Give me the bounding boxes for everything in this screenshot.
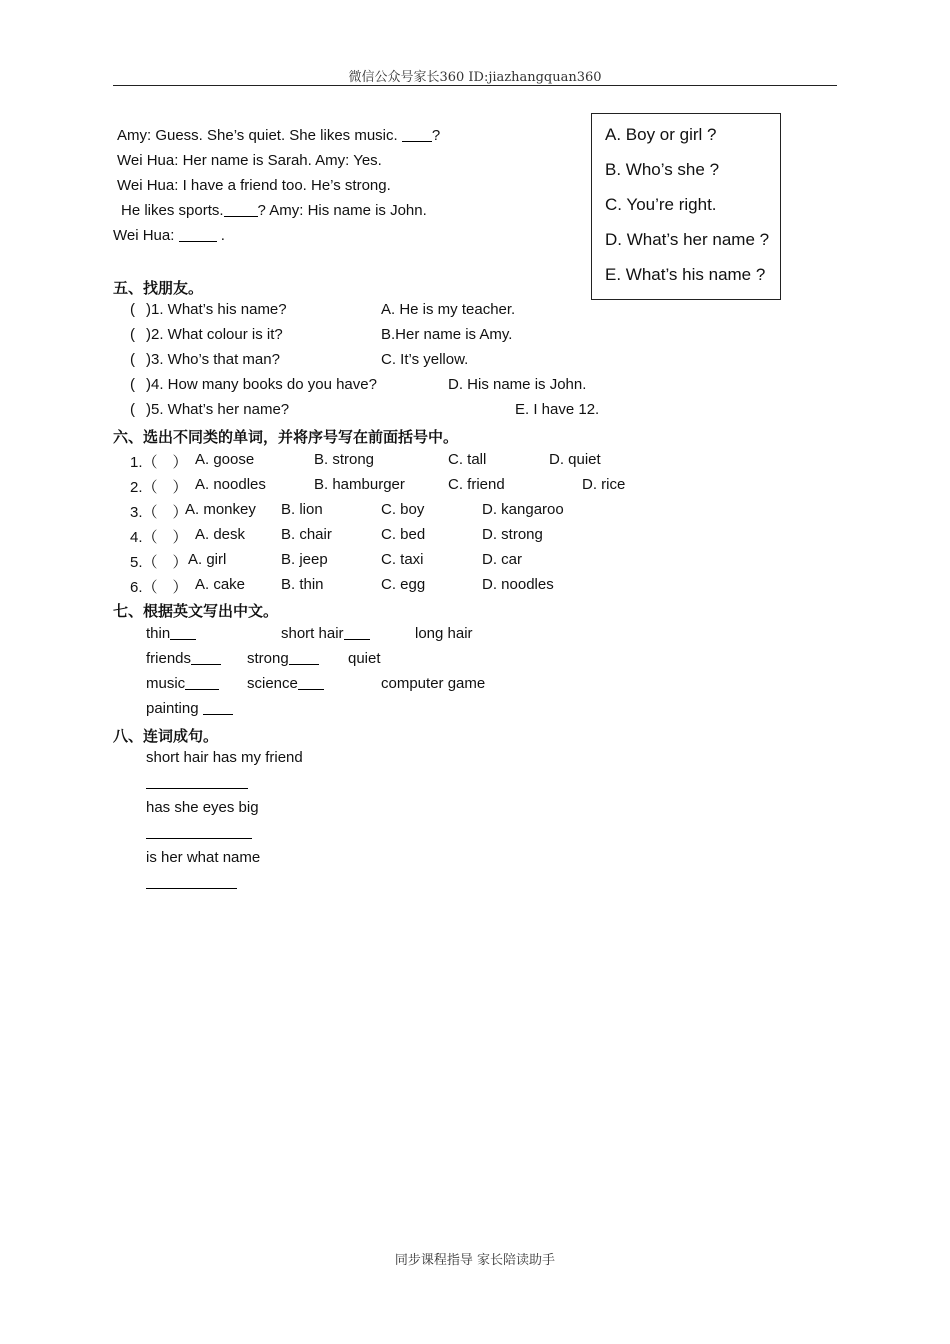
dialogue-line-1 <box>117 127 440 144</box>
odd-one-option: C. egg <box>381 576 426 593</box>
odd-one-option: B. jeep <box>281 551 328 568</box>
odd-one-number[interactable]: 3.（ ） <box>130 504 188 521</box>
match-question-5: )5. What’s her name? <box>146 401 290 418</box>
odd-one-option: A. noodles <box>195 476 266 493</box>
odd-one-number[interactable]: 6.（ ） <box>130 579 188 596</box>
odd-one-option: C. tall <box>448 451 487 468</box>
page-header: 微信公众号家长360 ID:jiazhangquan360 <box>348 70 602 85</box>
scrambled-words-1: short hair has my friend <box>146 749 303 766</box>
translate-item <box>281 625 370 642</box>
english-word: painting <box>146 700 199 717</box>
match-question-3: )3. Who’s that man? <box>146 351 280 368</box>
answer-blank[interactable] <box>298 675 324 690</box>
translate-item <box>247 675 324 692</box>
match-answer-b: B.Her name is Amy. <box>381 326 513 343</box>
option-d: D. What’s her name ? <box>605 230 770 249</box>
match-paren[interactable]: ( <box>130 326 135 343</box>
dialogue-text: ? Amy: His name is John. <box>257 202 427 219</box>
dialogue-line-5 <box>113 227 225 244</box>
match-question-1: )1. What’s his name? <box>146 301 287 318</box>
odd-one-option: A. goose <box>195 451 255 468</box>
dialogue-text: Amy: Guess. She’s quiet. She likes music. <box>117 127 398 144</box>
header-divider <box>113 85 837 86</box>
odd-one-option: B. lion <box>281 501 323 518</box>
option-b: B. Who’s she ? <box>605 160 720 179</box>
translate-item <box>348 650 381 667</box>
odd-one-option: C. boy <box>381 501 425 518</box>
translate-item <box>146 700 233 717</box>
option-e: E. What’s his name ? <box>605 265 766 284</box>
translate-item <box>381 675 485 692</box>
answer-blank[interactable] <box>289 650 319 665</box>
english-word: computer game <box>381 675 486 692</box>
odd-one-number[interactable]: 4.（ ） <box>130 529 188 546</box>
option-a: A. Boy or girl ? <box>605 125 717 144</box>
scrambled-words-2: has she eyes big <box>146 799 259 816</box>
dialogue-line-4 <box>121 202 427 219</box>
dialogue-line-2: Wei Hua: Her name is Sarah. Amy: Yes. <box>117 152 382 169</box>
english-word: music <box>146 675 186 692</box>
translate-item <box>146 650 221 667</box>
odd-one-option: A. girl <box>188 551 227 568</box>
odd-one-option: B. chair <box>281 526 332 543</box>
odd-one-option: C. bed <box>381 526 426 543</box>
odd-one-option: C. friend <box>448 476 505 493</box>
translate-item <box>146 625 196 642</box>
odd-one-option: B. hamburger <box>314 476 405 493</box>
odd-one-option: B. thin <box>281 576 324 593</box>
answer-line[interactable] <box>146 838 252 839</box>
english-word: strong <box>247 650 289 667</box>
match-question-4: )4. How many books do you have? <box>146 376 377 393</box>
dialogue-text: ? <box>431 127 441 144</box>
dialogue-text: He likes sports. <box>121 202 224 219</box>
match-question-2: )2. What colour is it? <box>146 326 283 343</box>
section-5-title: 五、找朋友。 <box>113 279 204 297</box>
odd-one-option: D. car <box>482 551 523 568</box>
match-paren[interactable]: ( <box>130 301 135 318</box>
answer-blank[interactable] <box>179 227 217 242</box>
odd-one-option: D. kangaroo <box>482 501 564 518</box>
dialogue-text: . <box>220 227 225 244</box>
match-paren[interactable]: ( <box>130 376 135 393</box>
section-8-title: 八、连词成句。 <box>113 727 219 745</box>
english-word: thin <box>146 625 171 642</box>
match-answer-c: C. It’s yellow. <box>381 351 469 368</box>
answer-blank[interactable] <box>344 625 370 640</box>
match-paren[interactable]: ( <box>130 351 135 368</box>
translate-item <box>415 625 473 642</box>
scrambled-words-3: is her what name <box>146 849 261 866</box>
answer-blank[interactable] <box>402 127 432 142</box>
dialogue-line-3: Wei Hua: I have a friend too. He’s strong. <box>117 177 391 194</box>
odd-one-number[interactable]: 5.（ ） <box>130 554 188 571</box>
odd-one-option: D. quiet <box>549 451 601 468</box>
translate-item <box>247 650 319 667</box>
odd-one-option: A. cake <box>195 576 246 593</box>
odd-one-number[interactable]: 1.（ ） <box>130 454 188 471</box>
odd-one-option: A. desk <box>195 526 246 543</box>
english-word: science <box>247 675 298 692</box>
answer-line[interactable] <box>146 888 237 889</box>
match-answer-a: A. He is my teacher. <box>381 301 516 318</box>
answer-blank[interactable] <box>185 675 219 690</box>
match-paren[interactable]: ( <box>130 401 135 418</box>
section-7-title: 七、根据英文写出中文。 <box>113 602 279 620</box>
english-word: long hair <box>415 625 473 642</box>
odd-one-option: C. taxi <box>381 551 424 568</box>
match-answer-e: E. I have 12. <box>515 401 600 418</box>
dialogue-text: Wei Hua: <box>113 227 175 244</box>
answer-blank[interactable] <box>224 202 258 217</box>
page-footer: 同步课程指导 家长陪读助手 <box>394 1253 556 1268</box>
odd-one-option: D. rice <box>582 476 626 493</box>
translate-item <box>146 675 219 692</box>
answer-blank[interactable] <box>170 625 196 640</box>
english-word: quiet <box>348 650 381 667</box>
answer-blank[interactable] <box>191 650 221 665</box>
odd-one-option: B. strong <box>314 451 375 468</box>
section-6-title: 六、选出不同类的单词，并将序号写在前面括号中。 <box>113 428 459 446</box>
odd-one-option: D. noodles <box>482 576 554 593</box>
answer-line[interactable] <box>146 788 248 789</box>
match-answer-d: D. His name is John. <box>448 376 587 393</box>
english-word: friends <box>146 650 192 667</box>
odd-one-number[interactable]: 2.（ ） <box>130 479 188 496</box>
odd-one-option: D. strong <box>482 526 543 543</box>
odd-one-option: A. monkey <box>185 501 256 518</box>
option-c: C. You’re right. <box>605 195 717 214</box>
english-word: short hair <box>281 625 344 642</box>
answer-blank[interactable] <box>203 700 233 715</box>
